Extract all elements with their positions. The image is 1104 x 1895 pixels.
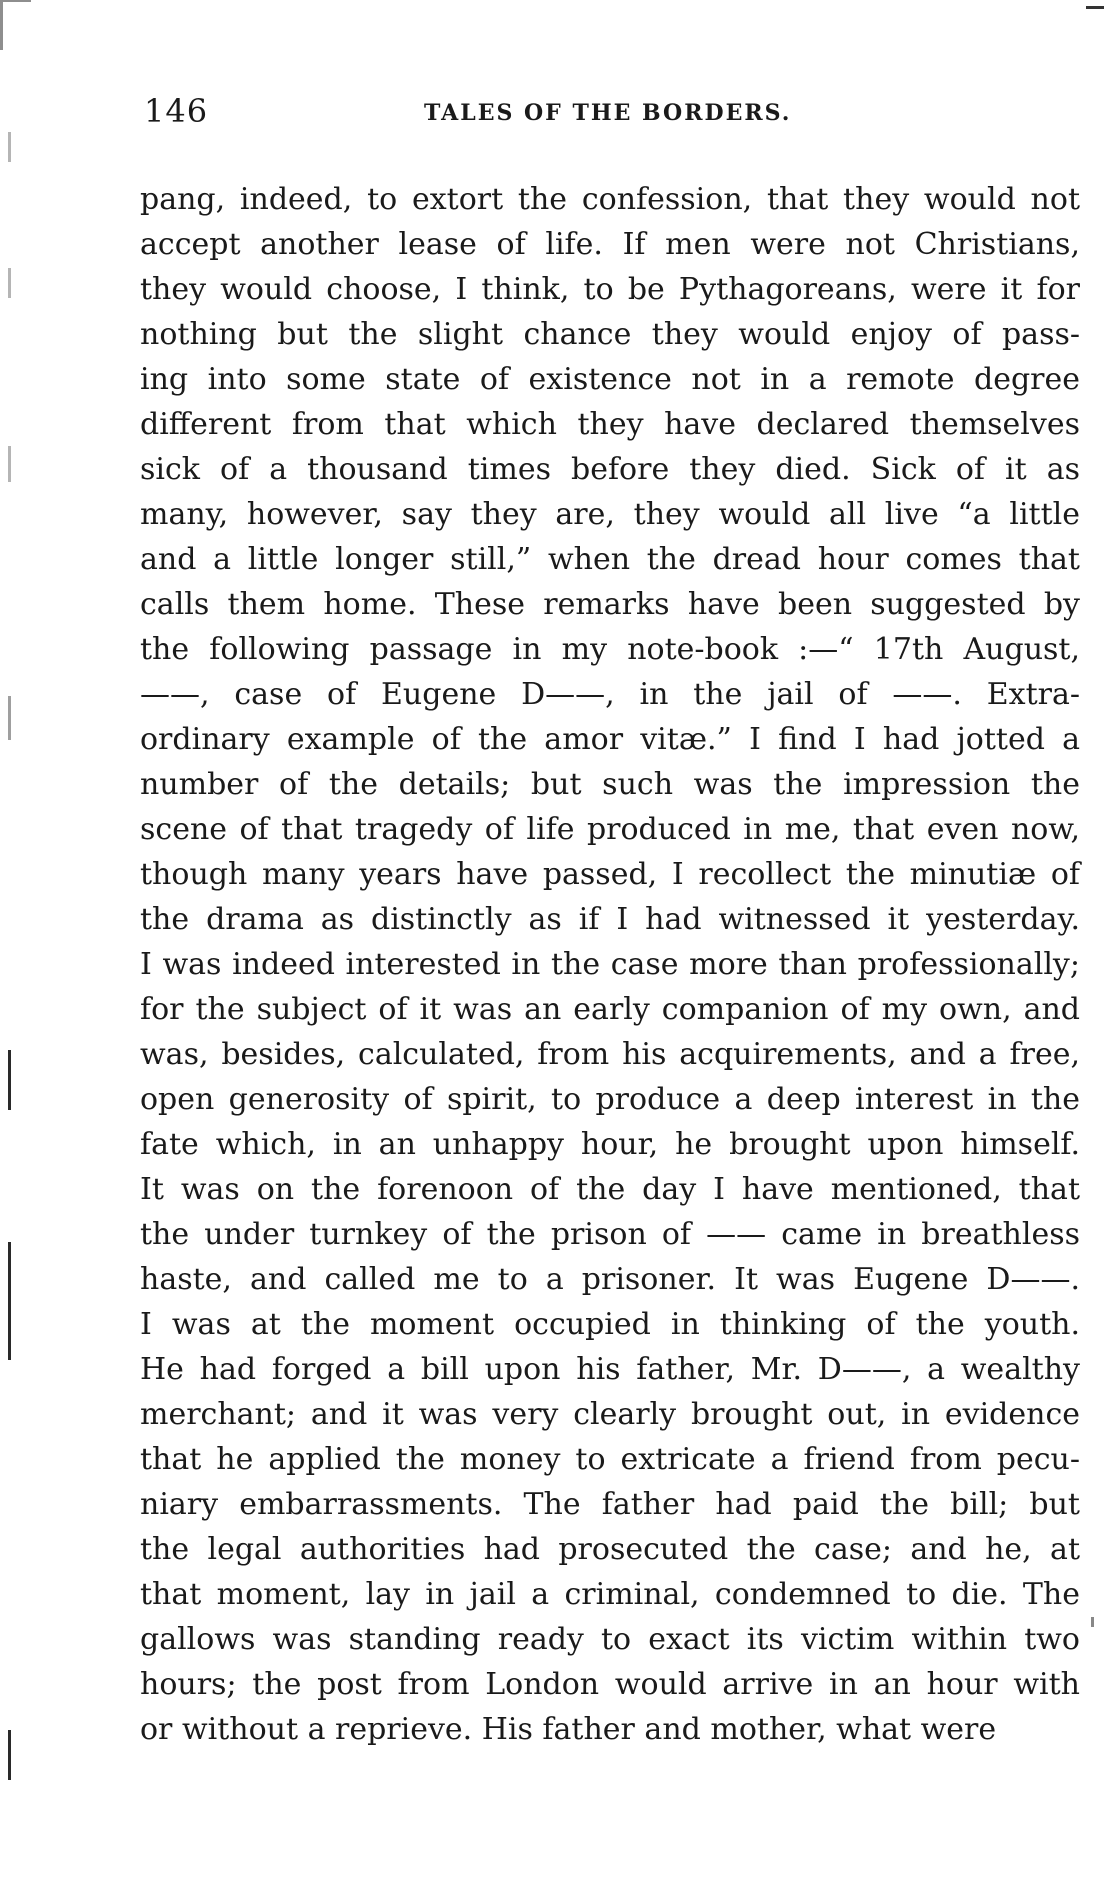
margin-mark [8,1730,11,1780]
text-line: the drama as distinctly as if I had witnessed it yesterday. [140,902,1080,937]
text-line: ——, case of Eugene D——, in the jail of ——. Extra- [140,677,1080,712]
text-line: haste, and called me to a prisoner. It was Eugene D——. [140,1262,1080,1297]
text-line: accept another lease of life. If men were not Christians, [140,227,1080,262]
text-line: ing into some state of existence not in a remote degree [140,362,1080,397]
text-line: that moment, lay in jail a criminal, condemned to die. The [140,1577,1080,1612]
text-line: the under turnkey of the prison of —— came in breathless [140,1217,1080,1252]
running-head: TALES OF THE BORDERS. [424,100,792,126]
text-line: hours; the post from London would arrive in an hour with [140,1667,1080,1702]
text-line: I was at the moment occupied in thinking of the youth. [140,1307,1080,1342]
text-line: pang, indeed, to extort the confession, that they would not [140,182,1080,217]
text-line: though many years have passed, I recollect the minutiæ of [140,857,1080,892]
scan-edge-mark [1091,1617,1094,1627]
scan-corner-mark [0,0,31,50]
text-line: It was on the forenoon of the day I have mentioned, that [140,1172,1080,1207]
text-line: for the subject of it was an early companion of my own, and [140,992,1080,1027]
text-line: was, besides, calculated, from his acquirements, and a free, [140,1037,1080,1072]
text-line: niary embarrassments. The father had paid the bill; but [140,1487,1080,1522]
text-line: I was indeed interested in the case more than professionally; [140,947,1080,982]
text-line: many, however, say they are, they would all live “a little [140,497,1080,532]
text-line: calls them home. These remarks have been suggested by [140,587,1080,622]
margin-mark [8,446,11,482]
margin-mark [8,1242,11,1360]
body-text [140,177,1080,1752]
text-line: scene of that tragedy of life produced in me, that even now, [140,812,1080,847]
margin-mark [8,1050,11,1110]
margin-mark [8,132,11,162]
text-line: different from that which they have declared themselves [140,407,1080,442]
text-line: the legal authorities had prosecuted the case; and he, at [140,1532,1080,1567]
text-line: fate which, in an unhappy hour, he brought upon himself. [140,1127,1080,1162]
text-line: or without a reprieve. His father and mother, what were [140,1712,997,1747]
text-line: the following passage in my note-book :—“ 17th August, [140,632,1080,667]
margin-mark [8,696,11,740]
scan-edge-mark [1086,6,1104,9]
text-line: open generosity of spirit, to produce a deep interest in the [140,1082,1080,1117]
margin-mark [8,268,11,298]
text-line: He had forged a bill upon his father, Mr. D——, a wealthy [140,1352,1080,1387]
text-line: that he applied the money to extricate a friend from pecu- [140,1442,1080,1477]
text-line: merchant; and it was very clearly brought out, in evidence [140,1397,1080,1432]
text-line: and a little longer still,” when the dread hour comes that [140,542,1080,577]
text-line: number of the details; but such was the impression the [140,767,1080,802]
text-line: nothing but the slight chance they would enjoy of pass- [140,317,1080,352]
page-number: 146 [144,92,209,130]
page-header [144,92,1072,136]
text-line: gallows was standing ready to exact its victim within two [140,1622,1080,1657]
text-line: ordinary example of the amor vitæ.” I find I had jotted a [140,722,1080,757]
text-line: sick of a thousand times before they died. Sick of it as [140,452,1080,487]
text-line: they would choose, I think, to be Pythagoreans, were it for [140,272,1080,307]
